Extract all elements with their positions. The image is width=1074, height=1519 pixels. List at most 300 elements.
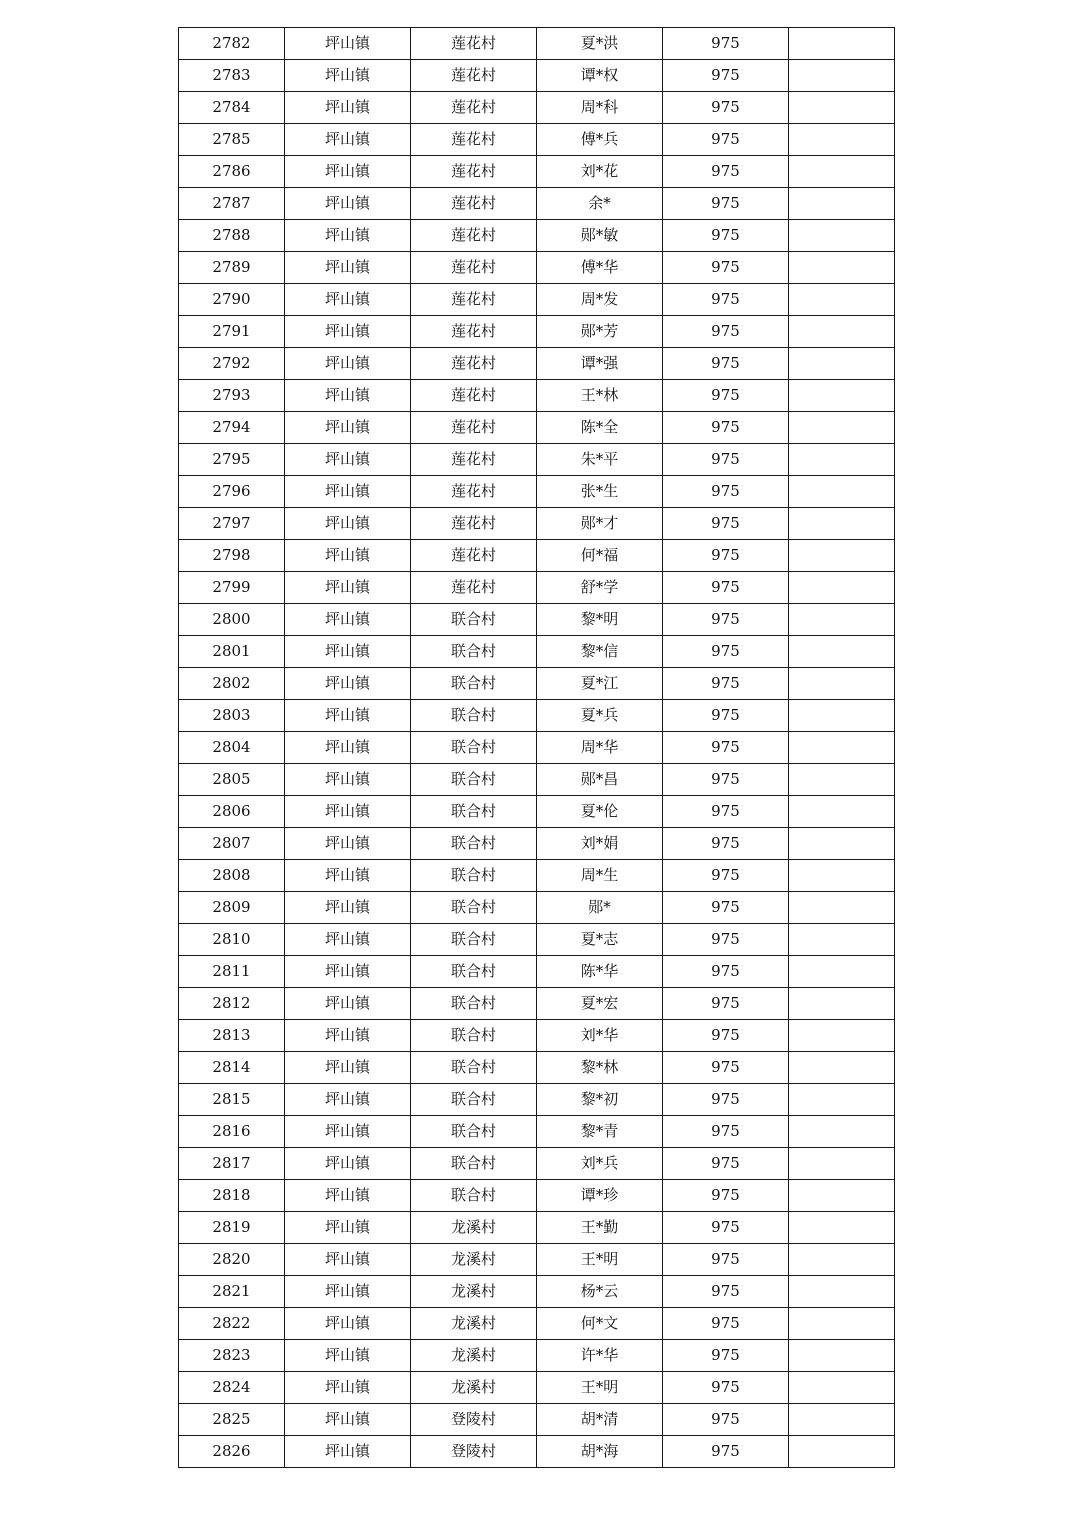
- village-cell: 联合村: [411, 636, 537, 668]
- row-number-cell: 2823: [179, 1340, 285, 1372]
- remark-cell: [789, 348, 895, 380]
- amount-cell: 975: [663, 60, 789, 92]
- remark-cell: [789, 1244, 895, 1276]
- town-cell: 坪山镇: [285, 1052, 411, 1084]
- amount-cell: 975: [663, 796, 789, 828]
- village-cell: 龙溪村: [411, 1276, 537, 1308]
- table-row: [179, 220, 895, 252]
- table-row: [179, 764, 895, 796]
- village-cell: 莲花村: [411, 28, 537, 60]
- remark-cell: [789, 668, 895, 700]
- amount-cell: 975: [663, 636, 789, 668]
- name-cell: 杨*云: [537, 1276, 663, 1308]
- row-number-cell: 2786: [179, 156, 285, 188]
- row-number-cell: 2796: [179, 476, 285, 508]
- village-cell: 联合村: [411, 1084, 537, 1116]
- town-cell: 坪山镇: [285, 1212, 411, 1244]
- town-cell: 坪山镇: [285, 860, 411, 892]
- row-number-cell: 2803: [179, 700, 285, 732]
- remark-cell: [789, 1180, 895, 1212]
- amount-cell: 975: [663, 668, 789, 700]
- town-cell: 坪山镇: [285, 188, 411, 220]
- amount-cell: 975: [663, 1340, 789, 1372]
- town-cell: 坪山镇: [285, 572, 411, 604]
- village-cell: 登陵村: [411, 1404, 537, 1436]
- name-cell: 舒*学: [537, 572, 663, 604]
- remark-cell: [789, 572, 895, 604]
- name-cell: 何*文: [537, 1308, 663, 1340]
- table-row: [179, 1020, 895, 1052]
- village-cell: 联合村: [411, 604, 537, 636]
- village-cell: 莲花村: [411, 284, 537, 316]
- table-row: [179, 1276, 895, 1308]
- amount-cell: 975: [663, 156, 789, 188]
- row-number-cell: 2818: [179, 1180, 285, 1212]
- remark-cell: [789, 1116, 895, 1148]
- town-cell: 坪山镇: [285, 700, 411, 732]
- row-number-cell: 2814: [179, 1052, 285, 1084]
- name-cell: 何*福: [537, 540, 663, 572]
- table-row: [179, 572, 895, 604]
- name-cell: 黎*林: [537, 1052, 663, 1084]
- name-cell: 谭*珍: [537, 1180, 663, 1212]
- amount-cell: 975: [663, 412, 789, 444]
- table-row: [179, 700, 895, 732]
- remark-cell: [789, 476, 895, 508]
- remark-cell: [789, 892, 895, 924]
- remark-cell: [789, 1020, 895, 1052]
- remark-cell: [789, 700, 895, 732]
- remark-cell: [789, 1052, 895, 1084]
- village-cell: 莲花村: [411, 92, 537, 124]
- town-cell: 坪山镇: [285, 1340, 411, 1372]
- table-row: [179, 60, 895, 92]
- town-cell: 坪山镇: [285, 732, 411, 764]
- table-row: [179, 636, 895, 668]
- remark-cell: [789, 124, 895, 156]
- town-cell: 坪山镇: [285, 1116, 411, 1148]
- row-number-cell: 2789: [179, 252, 285, 284]
- town-cell: 坪山镇: [285, 1372, 411, 1404]
- remark-cell: [789, 252, 895, 284]
- remark-cell: [789, 188, 895, 220]
- name-cell: 许*华: [537, 1340, 663, 1372]
- town-cell: 坪山镇: [285, 924, 411, 956]
- remark-cell: [789, 732, 895, 764]
- remark-cell: [789, 156, 895, 188]
- town-cell: 坪山镇: [285, 92, 411, 124]
- remark-cell: [789, 444, 895, 476]
- village-cell: 莲花村: [411, 476, 537, 508]
- town-cell: 坪山镇: [285, 1276, 411, 1308]
- village-cell: 莲花村: [411, 380, 537, 412]
- town-cell: 坪山镇: [285, 540, 411, 572]
- table-row: [179, 732, 895, 764]
- name-cell: 王*勤: [537, 1212, 663, 1244]
- village-cell: 莲花村: [411, 188, 537, 220]
- village-cell: 龙溪村: [411, 1372, 537, 1404]
- table-row: [179, 124, 895, 156]
- table-row: [179, 1244, 895, 1276]
- row-number-cell: 2783: [179, 60, 285, 92]
- row-number-cell: 2797: [179, 508, 285, 540]
- town-cell: 坪山镇: [285, 796, 411, 828]
- town-cell: 坪山镇: [285, 156, 411, 188]
- name-cell: 余*: [537, 188, 663, 220]
- remark-cell: [789, 764, 895, 796]
- remark-cell: [789, 1212, 895, 1244]
- row-number-cell: 2812: [179, 988, 285, 1020]
- remark-cell: [789, 60, 895, 92]
- amount-cell: 975: [663, 1052, 789, 1084]
- amount-cell: 975: [663, 444, 789, 476]
- town-cell: 坪山镇: [285, 956, 411, 988]
- name-cell: 夏*兵: [537, 700, 663, 732]
- amount-cell: 975: [663, 380, 789, 412]
- village-cell: 联合村: [411, 892, 537, 924]
- table-row: [179, 988, 895, 1020]
- amount-cell: 975: [663, 572, 789, 604]
- row-number-cell: 2807: [179, 828, 285, 860]
- row-number-cell: 2801: [179, 636, 285, 668]
- amount-cell: 975: [663, 892, 789, 924]
- remark-cell: [789, 1372, 895, 1404]
- table-row: [179, 924, 895, 956]
- town-cell: 坪山镇: [285, 636, 411, 668]
- village-cell: 联合村: [411, 860, 537, 892]
- amount-cell: 975: [663, 1436, 789, 1468]
- amount-cell: 975: [663, 124, 789, 156]
- row-number-cell: 2821: [179, 1276, 285, 1308]
- row-number-cell: 2787: [179, 188, 285, 220]
- village-cell: 龙溪村: [411, 1212, 537, 1244]
- name-cell: 傅*兵: [537, 124, 663, 156]
- amount-cell: 975: [663, 1276, 789, 1308]
- name-cell: 黎*明: [537, 604, 663, 636]
- town-cell: 坪山镇: [285, 476, 411, 508]
- table-row: [179, 1116, 895, 1148]
- town-cell: 坪山镇: [285, 284, 411, 316]
- table-row: [179, 1308, 895, 1340]
- table-row: [179, 28, 895, 60]
- table-row: [179, 540, 895, 572]
- remark-cell: [789, 988, 895, 1020]
- name-cell: 刘*兵: [537, 1148, 663, 1180]
- row-number-cell: 2808: [179, 860, 285, 892]
- row-number-cell: 2819: [179, 1212, 285, 1244]
- remark-cell: [789, 828, 895, 860]
- amount-cell: 975: [663, 252, 789, 284]
- village-cell: 莲花村: [411, 508, 537, 540]
- name-cell: 黎*信: [537, 636, 663, 668]
- row-number-cell: 2805: [179, 764, 285, 796]
- amount-cell: 975: [663, 1308, 789, 1340]
- village-cell: 联合村: [411, 1180, 537, 1212]
- village-cell: 莲花村: [411, 540, 537, 572]
- amount-cell: 975: [663, 540, 789, 572]
- amount-cell: 975: [663, 924, 789, 956]
- remark-cell: [789, 1340, 895, 1372]
- row-number-cell: 2804: [179, 732, 285, 764]
- name-cell: 陈*华: [537, 956, 663, 988]
- name-cell: 夏*宏: [537, 988, 663, 1020]
- village-cell: 联合村: [411, 764, 537, 796]
- amount-cell: 975: [663, 92, 789, 124]
- town-cell: 坪山镇: [285, 124, 411, 156]
- amount-cell: 975: [663, 348, 789, 380]
- table-row: [179, 444, 895, 476]
- table-row: [179, 860, 895, 892]
- remark-cell: [789, 796, 895, 828]
- name-cell: 胡*清: [537, 1404, 663, 1436]
- row-number-cell: 2810: [179, 924, 285, 956]
- remark-cell: [789, 284, 895, 316]
- remark-cell: [789, 540, 895, 572]
- table-row: [179, 92, 895, 124]
- table-row: [179, 668, 895, 700]
- name-cell: 黎*初: [537, 1084, 663, 1116]
- remark-cell: [789, 636, 895, 668]
- name-cell: 王*林: [537, 380, 663, 412]
- amount-cell: 975: [663, 1148, 789, 1180]
- town-cell: 坪山镇: [285, 988, 411, 1020]
- table-row: [179, 796, 895, 828]
- document-page: [178, 27, 894, 1468]
- table-row: [179, 508, 895, 540]
- amount-cell: 975: [663, 1404, 789, 1436]
- row-number-cell: 2822: [179, 1308, 285, 1340]
- name-cell: 郧*才: [537, 508, 663, 540]
- table-row: [179, 188, 895, 220]
- name-cell: 周*华: [537, 732, 663, 764]
- town-cell: 坪山镇: [285, 444, 411, 476]
- town-cell: 坪山镇: [285, 1308, 411, 1340]
- remark-cell: [789, 924, 895, 956]
- remark-cell: [789, 1084, 895, 1116]
- table-row: [179, 252, 895, 284]
- name-cell: 周*生: [537, 860, 663, 892]
- village-cell: 莲花村: [411, 220, 537, 252]
- village-cell: 联合村: [411, 1116, 537, 1148]
- row-number-cell: 2816: [179, 1116, 285, 1148]
- village-cell: 联合村: [411, 1148, 537, 1180]
- table-row: [179, 1404, 895, 1436]
- amount-cell: 975: [663, 732, 789, 764]
- table-row: [179, 604, 895, 636]
- town-cell: 坪山镇: [285, 252, 411, 284]
- town-cell: 坪山镇: [285, 1020, 411, 1052]
- village-cell: 莲花村: [411, 60, 537, 92]
- table-row: [179, 956, 895, 988]
- row-number-cell: 2784: [179, 92, 285, 124]
- name-cell: 谭*强: [537, 348, 663, 380]
- row-number-cell: 2826: [179, 1436, 285, 1468]
- village-cell: 莲花村: [411, 156, 537, 188]
- name-cell: 谭*权: [537, 60, 663, 92]
- row-number-cell: 2793: [179, 380, 285, 412]
- amount-cell: 975: [663, 508, 789, 540]
- table-row: [179, 316, 895, 348]
- row-number-cell: 2820: [179, 1244, 285, 1276]
- town-cell: 坪山镇: [285, 508, 411, 540]
- village-cell: 莲花村: [411, 572, 537, 604]
- table-row: [179, 1340, 895, 1372]
- amount-cell: 975: [663, 220, 789, 252]
- village-cell: 联合村: [411, 988, 537, 1020]
- name-cell: 傅*华: [537, 252, 663, 284]
- village-cell: 联合村: [411, 1020, 537, 1052]
- name-cell: 夏*江: [537, 668, 663, 700]
- amount-cell: 975: [663, 316, 789, 348]
- amount-cell: 975: [663, 988, 789, 1020]
- remark-cell: [789, 380, 895, 412]
- name-cell: 周*发: [537, 284, 663, 316]
- town-cell: 坪山镇: [285, 604, 411, 636]
- village-cell: 莲花村: [411, 124, 537, 156]
- village-cell: 联合村: [411, 732, 537, 764]
- village-cell: 龙溪村: [411, 1340, 537, 1372]
- remark-cell: [789, 1436, 895, 1468]
- remark-cell: [789, 92, 895, 124]
- town-cell: 坪山镇: [285, 220, 411, 252]
- remark-cell: [789, 1308, 895, 1340]
- amount-cell: 975: [663, 828, 789, 860]
- remark-cell: [789, 412, 895, 444]
- row-number-cell: 2782: [179, 28, 285, 60]
- roster-table-body: [179, 28, 895, 1468]
- name-cell: 朱*平: [537, 444, 663, 476]
- table-row: [179, 476, 895, 508]
- row-number-cell: 2811: [179, 956, 285, 988]
- name-cell: 王*明: [537, 1372, 663, 1404]
- town-cell: 坪山镇: [285, 1436, 411, 1468]
- amount-cell: 975: [663, 476, 789, 508]
- village-cell: 联合村: [411, 796, 537, 828]
- table-row: [179, 1436, 895, 1468]
- amount-cell: 975: [663, 604, 789, 636]
- town-cell: 坪山镇: [285, 1404, 411, 1436]
- row-number-cell: 2788: [179, 220, 285, 252]
- town-cell: 坪山镇: [285, 1180, 411, 1212]
- town-cell: 坪山镇: [285, 348, 411, 380]
- table-row: [179, 1084, 895, 1116]
- amount-cell: 975: [663, 1020, 789, 1052]
- row-number-cell: 2799: [179, 572, 285, 604]
- name-cell: 周*科: [537, 92, 663, 124]
- village-cell: 联合村: [411, 668, 537, 700]
- town-cell: 坪山镇: [285, 316, 411, 348]
- name-cell: 夏*洪: [537, 28, 663, 60]
- town-cell: 坪山镇: [285, 28, 411, 60]
- row-number-cell: 2798: [179, 540, 285, 572]
- table-row: [179, 1180, 895, 1212]
- remark-cell: [789, 1276, 895, 1308]
- name-cell: 郧*敏: [537, 220, 663, 252]
- village-cell: 联合村: [411, 700, 537, 732]
- remark-cell: [789, 316, 895, 348]
- table-row: [179, 156, 895, 188]
- town-cell: 坪山镇: [285, 828, 411, 860]
- village-cell: 联合村: [411, 956, 537, 988]
- remark-cell: [789, 508, 895, 540]
- remark-cell: [789, 604, 895, 636]
- row-number-cell: 2802: [179, 668, 285, 700]
- name-cell: 夏*伦: [537, 796, 663, 828]
- table-row: [179, 1052, 895, 1084]
- row-number-cell: 2815: [179, 1084, 285, 1116]
- row-number-cell: 2785: [179, 124, 285, 156]
- remark-cell: [789, 28, 895, 60]
- table-row: [179, 1148, 895, 1180]
- name-cell: 刘*娟: [537, 828, 663, 860]
- row-number-cell: 2809: [179, 892, 285, 924]
- amount-cell: 975: [663, 1180, 789, 1212]
- remark-cell: [789, 956, 895, 988]
- village-cell: 龙溪村: [411, 1244, 537, 1276]
- row-number-cell: 2791: [179, 316, 285, 348]
- town-cell: 坪山镇: [285, 412, 411, 444]
- amount-cell: 975: [663, 188, 789, 220]
- name-cell: 刘*花: [537, 156, 663, 188]
- row-number-cell: 2817: [179, 1148, 285, 1180]
- name-cell: 黎*青: [537, 1116, 663, 1148]
- name-cell: 张*生: [537, 476, 663, 508]
- amount-cell: 975: [663, 860, 789, 892]
- table-row: [179, 380, 895, 412]
- amount-cell: 975: [663, 700, 789, 732]
- town-cell: 坪山镇: [285, 892, 411, 924]
- roster-table: [178, 27, 895, 1468]
- town-cell: 坪山镇: [285, 1084, 411, 1116]
- name-cell: 夏*志: [537, 924, 663, 956]
- name-cell: 陈*全: [537, 412, 663, 444]
- table-row: [179, 284, 895, 316]
- amount-cell: 975: [663, 1084, 789, 1116]
- name-cell: 郧*芳: [537, 316, 663, 348]
- row-number-cell: 2800: [179, 604, 285, 636]
- village-cell: 龙溪村: [411, 1308, 537, 1340]
- row-number-cell: 2792: [179, 348, 285, 380]
- village-cell: 莲花村: [411, 348, 537, 380]
- name-cell: 刘*华: [537, 1020, 663, 1052]
- town-cell: 坪山镇: [285, 1244, 411, 1276]
- name-cell: 胡*海: [537, 1436, 663, 1468]
- amount-cell: 975: [663, 1372, 789, 1404]
- row-number-cell: 2813: [179, 1020, 285, 1052]
- row-number-cell: 2790: [179, 284, 285, 316]
- remark-cell: [789, 1404, 895, 1436]
- row-number-cell: 2825: [179, 1404, 285, 1436]
- remark-cell: [789, 1148, 895, 1180]
- remark-cell: [789, 860, 895, 892]
- amount-cell: 975: [663, 28, 789, 60]
- amount-cell: 975: [663, 284, 789, 316]
- village-cell: 联合村: [411, 924, 537, 956]
- town-cell: 坪山镇: [285, 1148, 411, 1180]
- table-row: [179, 1212, 895, 1244]
- amount-cell: 975: [663, 764, 789, 796]
- town-cell: 坪山镇: [285, 764, 411, 796]
- town-cell: 坪山镇: [285, 380, 411, 412]
- table-row: [179, 412, 895, 444]
- row-number-cell: 2795: [179, 444, 285, 476]
- amount-cell: 975: [663, 1116, 789, 1148]
- village-cell: 联合村: [411, 828, 537, 860]
- village-cell: 登陵村: [411, 1436, 537, 1468]
- village-cell: 莲花村: [411, 412, 537, 444]
- table-row: [179, 828, 895, 860]
- town-cell: 坪山镇: [285, 60, 411, 92]
